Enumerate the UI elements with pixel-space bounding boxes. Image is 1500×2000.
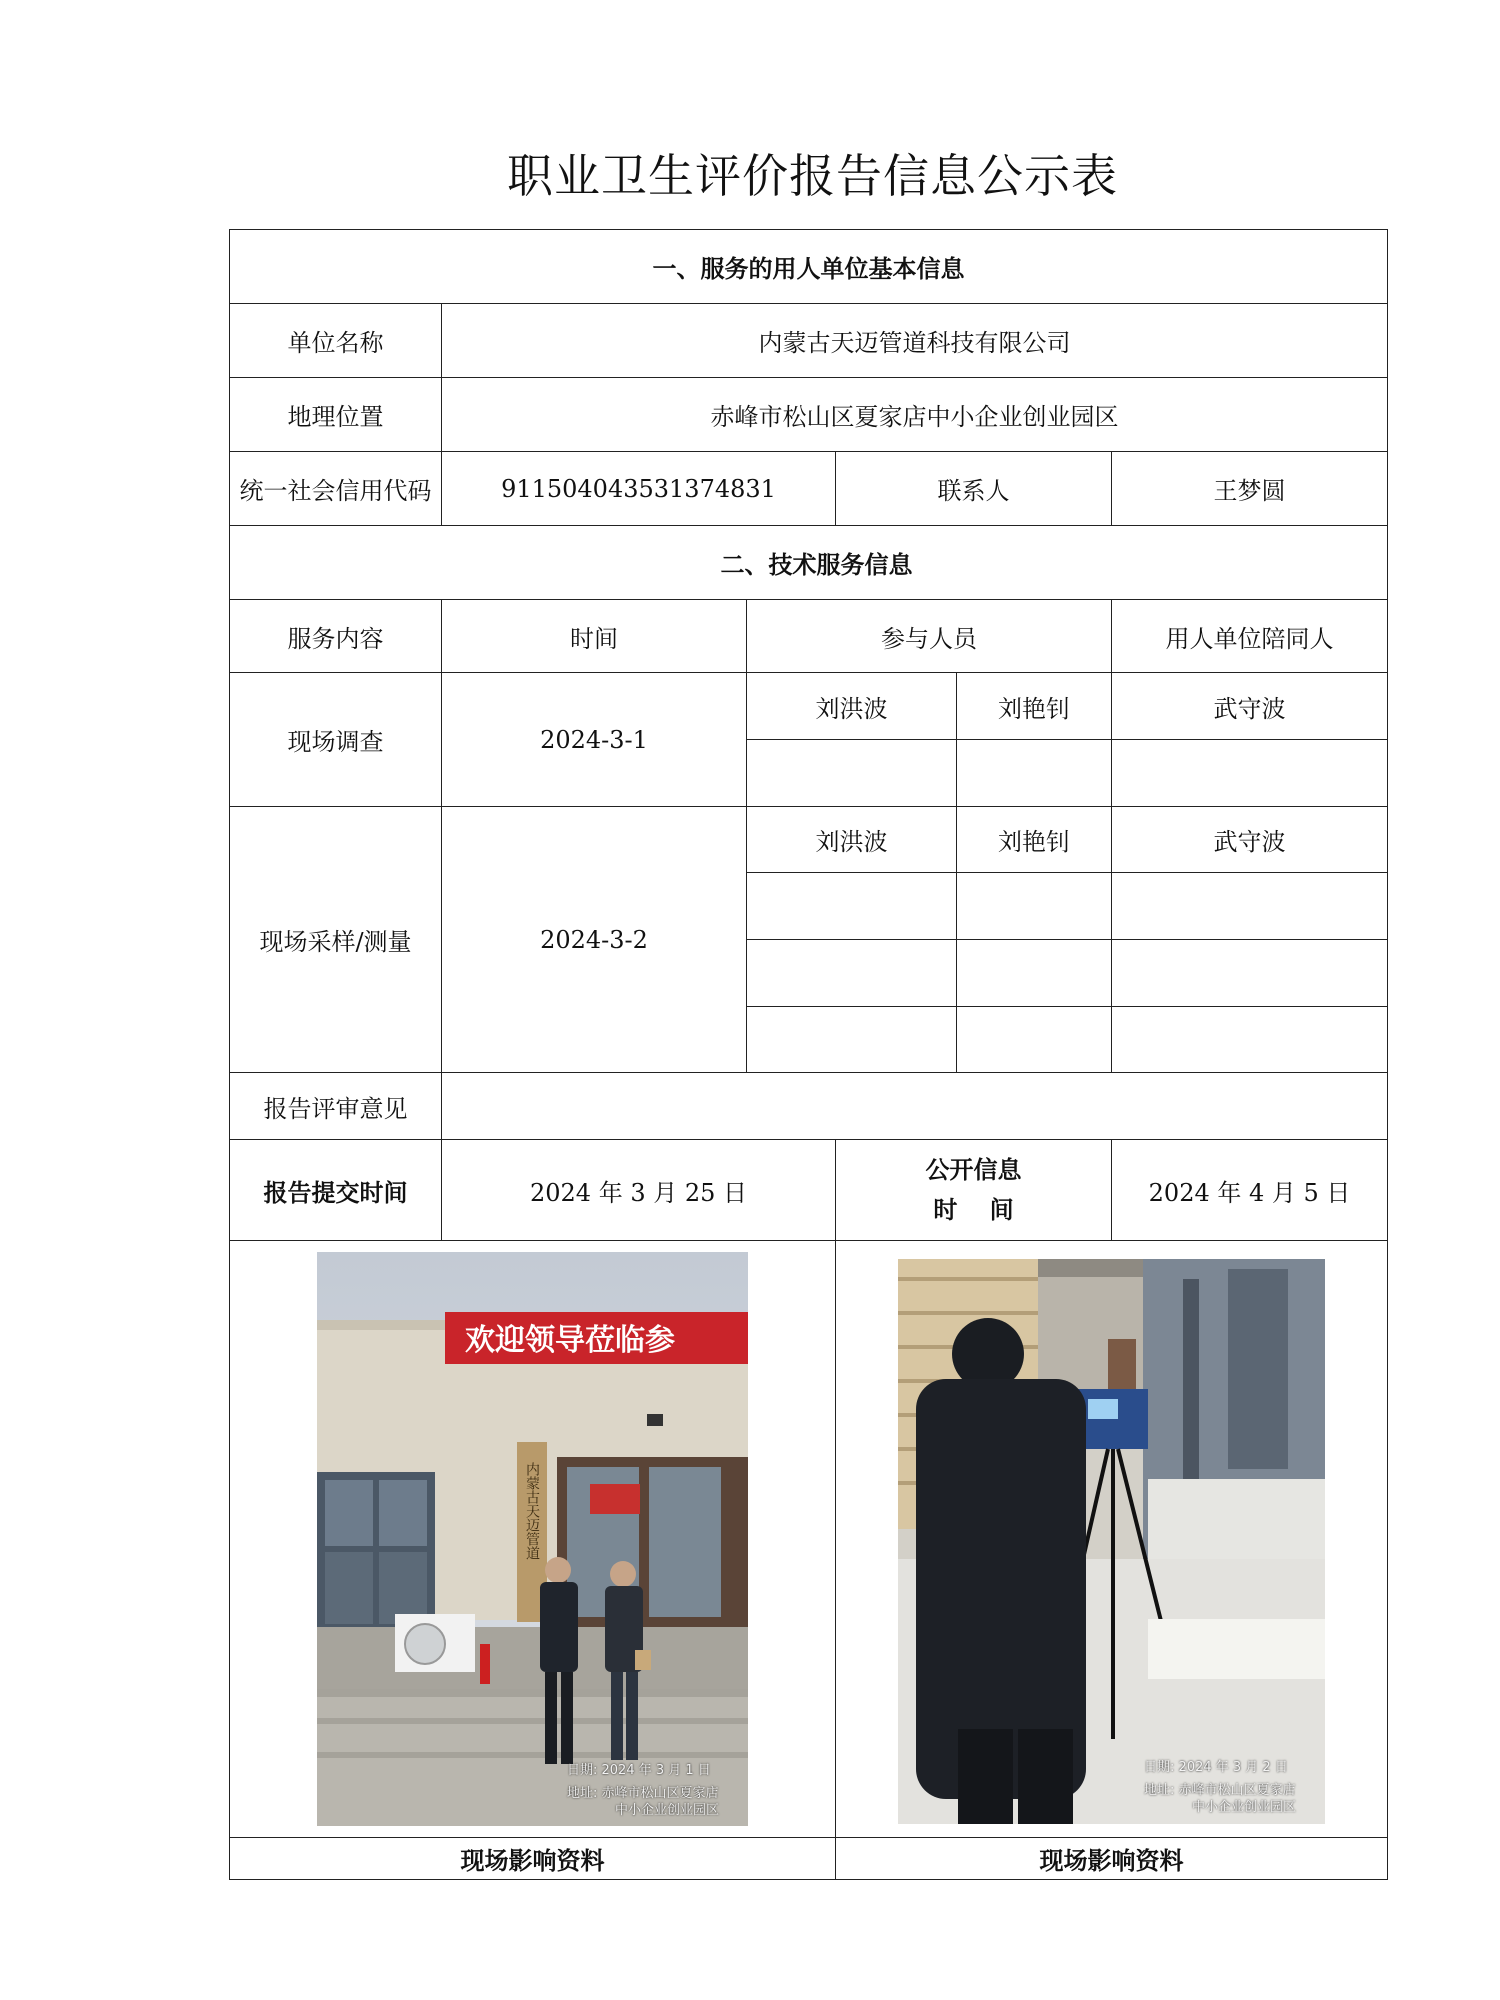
location-value: 赤峰市松山区夏家店中小企业创业园区	[442, 378, 1388, 452]
public-time-label-line2: 时 间	[933, 1196, 1014, 1224]
photo-address-watermark: 地址: 赤峰市松山区夏家店	[1144, 1782, 1296, 1798]
review-label: 报告评审意见	[230, 1073, 442, 1140]
sampling-escort: 武守波	[1112, 807, 1388, 873]
header-participants: 参与人员	[747, 600, 1112, 673]
company-sign-text: 内蒙古天迈管道	[524, 1462, 540, 1560]
empty-cell	[957, 1007, 1112, 1073]
sampling-scene	[898, 1259, 1325, 1824]
credit-code-value: 911504043531374831	[442, 452, 836, 526]
page-title: 职业卫生评价报告信息公示表	[507, 149, 1118, 203]
site-photo-sampling	[898, 1259, 1325, 1824]
public-time-label	[836, 1140, 1112, 1241]
empty-cell	[747, 940, 957, 1007]
public-time-value: 2024 年 4 月 5 日	[1112, 1140, 1388, 1241]
survey-participant-1: 刘洪波	[747, 673, 957, 740]
photo-date-watermark: 日期: 2024 年 3 月 2 日	[1144, 1759, 1288, 1775]
survey-label: 现场调查	[230, 673, 442, 807]
empty-cell	[1112, 740, 1388, 807]
info-table	[229, 229, 1388, 1880]
section2-heading: 二、技术服务信息	[230, 526, 1388, 600]
photo-address-watermark-2: 中小企业创业园区	[1192, 1799, 1297, 1815]
header-escort: 用人单位陪同人	[1112, 600, 1388, 673]
photo-cell-right	[836, 1241, 1388, 1838]
section1-heading: 一、服务的用人单位基本信息	[230, 230, 1388, 304]
empty-cell	[957, 740, 1112, 807]
empty-cell	[747, 740, 957, 807]
unit-name-label: 单位名称	[230, 304, 442, 378]
review-value	[442, 1073, 1388, 1140]
survey-participant-2: 刘艳钊	[957, 673, 1112, 740]
submit-time-value: 2024 年 3 月 25 日	[442, 1140, 836, 1241]
empty-cell	[747, 1007, 957, 1073]
photo-date-watermark: 日期: 2024 年 3 月 1 日	[567, 1763, 711, 1778]
inspector-person	[916, 1318, 1086, 1824]
photo-cell-left	[230, 1241, 836, 1838]
public-time-label-line1: 公开信息	[925, 1156, 1022, 1184]
sampling-date: 2024-3-2	[442, 807, 747, 1073]
site-photo-entrance	[317, 1252, 748, 1826]
empty-cell	[747, 873, 957, 940]
submit-time-label: 报告提交时间	[230, 1140, 442, 1241]
photo-caption-right: 现场影响资料	[836, 1838, 1388, 1880]
empty-cell	[957, 873, 1112, 940]
photo-address-watermark: 地址: 赤峰市松山区夏家店	[567, 1786, 719, 1801]
photo-caption-left: 现场影响资料	[230, 1838, 836, 1880]
welcome-banner-text: 欢迎领导莅临参	[465, 1323, 675, 1358]
survey-date: 2024-3-1	[442, 673, 747, 807]
sampling-participant-2: 刘艳钊	[957, 807, 1112, 873]
sampling-label: 现场采样/测量	[230, 807, 442, 1073]
header-time: 时间	[442, 600, 747, 673]
unit-name-value: 内蒙古天迈管道科技有限公司	[442, 304, 1388, 378]
credit-code-label: 统一社会信用代码	[230, 452, 442, 526]
header-service: 服务内容	[230, 600, 442, 673]
sampling-participant-1: 刘洪波	[747, 807, 957, 873]
contact-label: 联系人	[836, 452, 1112, 526]
survey-escort: 武守波	[1112, 673, 1388, 740]
empty-cell	[957, 940, 1112, 1007]
empty-cell	[1112, 1007, 1388, 1073]
entrance-scene	[317, 1252, 748, 1826]
empty-cell	[1112, 940, 1388, 1007]
contact-value: 王梦圆	[1112, 452, 1388, 526]
empty-cell	[1112, 873, 1388, 940]
location-label: 地理位置	[230, 378, 442, 452]
photo-address-watermark-2: 中小企业创业园区	[615, 1803, 720, 1818]
